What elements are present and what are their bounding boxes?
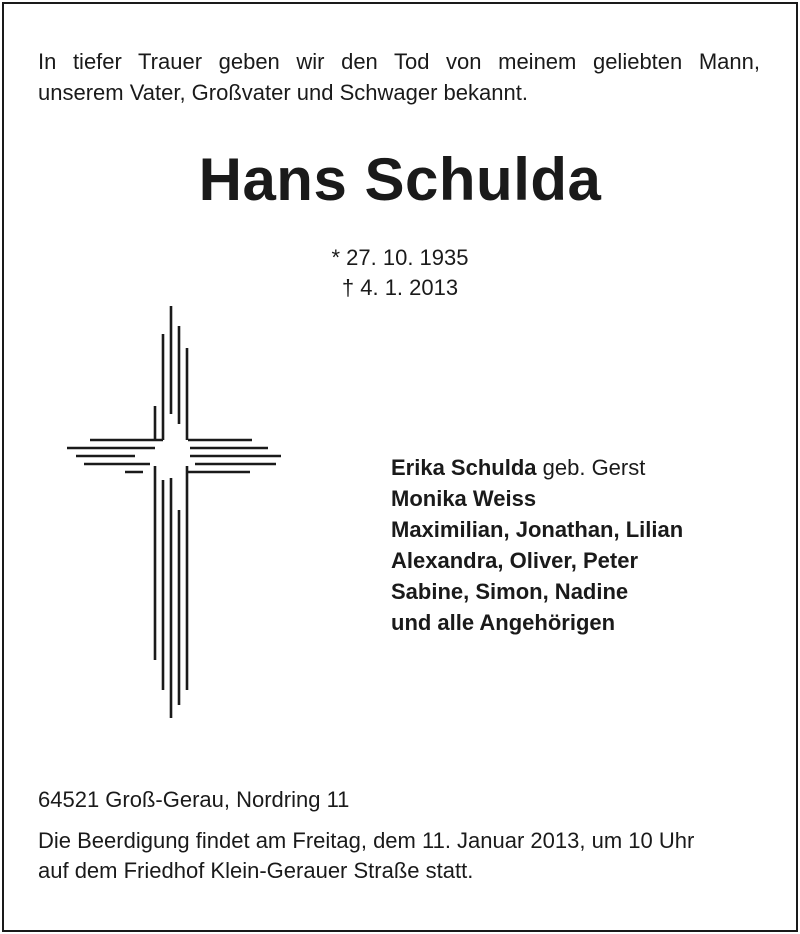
intro-line-1: In tiefer Trauer geben wir den Tod von meinem geliebten Mann, bbox=[38, 49, 760, 74]
funeral-info bbox=[38, 826, 694, 886]
funeral-line-1: Die Beerdigung findet am Freitag, dem 11. Januar 2013, um 10 Uhr bbox=[38, 828, 695, 853]
mourner-first bbox=[391, 452, 683, 483]
mourner-name: Erika Schulda bbox=[391, 455, 537, 480]
intro-text bbox=[38, 46, 760, 108]
mourner-line: Alexandra, Oliver, Peter bbox=[391, 548, 639, 573]
mourner-line: Monika Weiss bbox=[391, 486, 537, 511]
mourner-line: Sabine, Simon, Nadine bbox=[391, 579, 629, 604]
mourner-line: und alle Angehörigen bbox=[391, 610, 616, 635]
maiden-name: geb. Gerst bbox=[542, 455, 646, 480]
mourners-list bbox=[391, 452, 683, 638]
funeral-line-2: auf dem Friedhof Klein-Gerauer Straße statt. bbox=[38, 858, 474, 883]
birth-date: * 27. 10. 1935 bbox=[331, 245, 469, 270]
family-address: 64521 Groß-Gerau, Nordring 11 bbox=[38, 787, 350, 812]
mourner-line: Maximilian, Jonathan, Lilian bbox=[391, 517, 684, 542]
cross-icon bbox=[60, 300, 290, 725]
life-dates bbox=[0, 243, 800, 303]
intro-line-2: unserem Vater, Großvater und Schwager bekannt. bbox=[38, 80, 528, 105]
deceased-name: Hans Schulda bbox=[198, 146, 602, 213]
death-date: † 4. 1. 2013 bbox=[341, 275, 459, 300]
